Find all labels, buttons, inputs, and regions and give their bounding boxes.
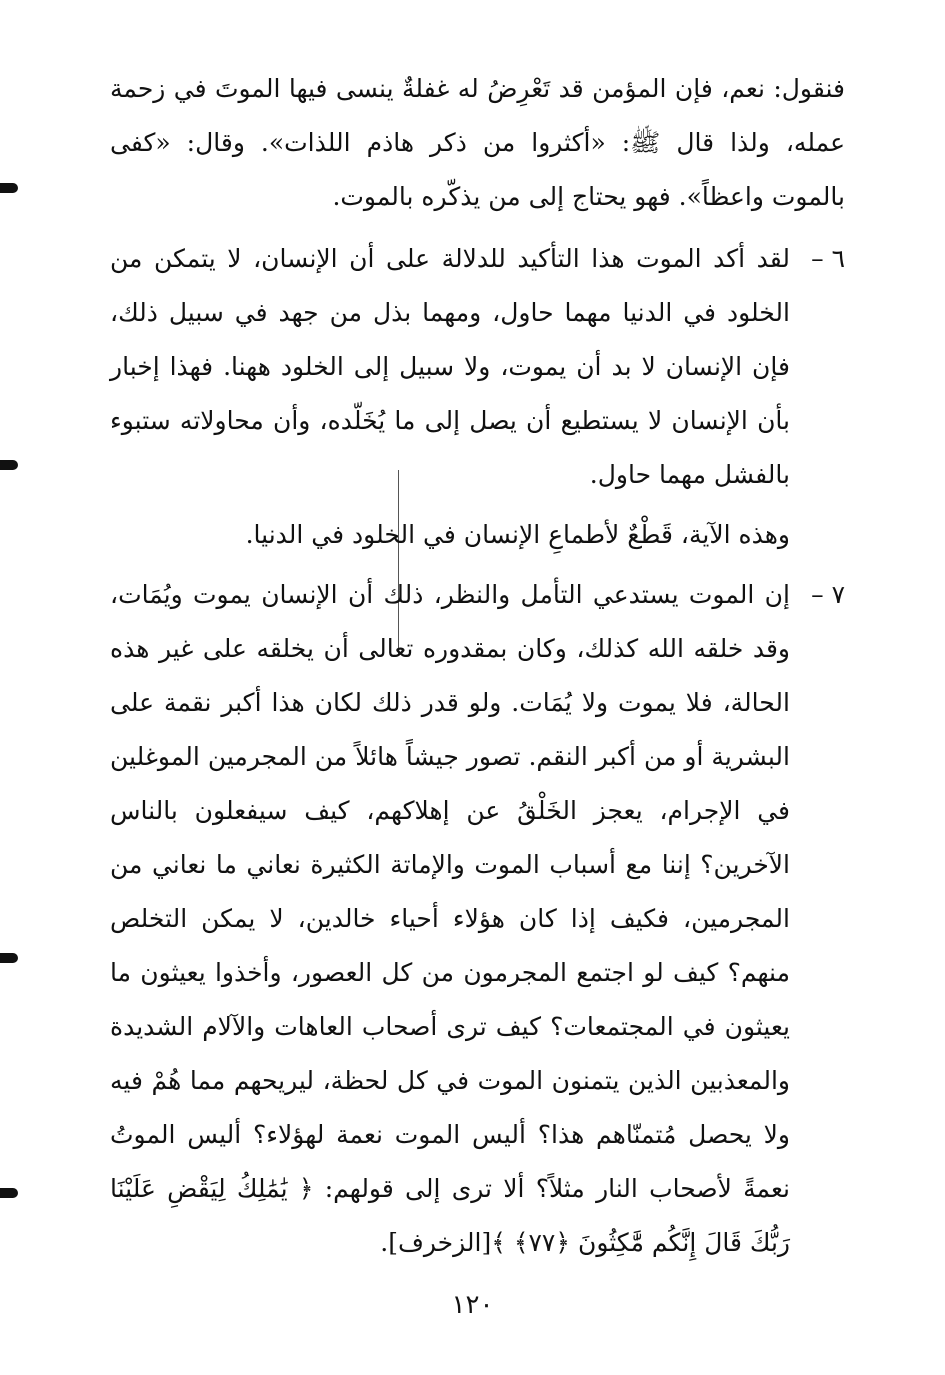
numbered-item-7: [110, 568, 845, 1270]
item-number: ٦ –: [811, 244, 845, 273]
item-number: ٧ –: [811, 580, 845, 609]
verse-citation: [الزخرف].: [380, 1228, 492, 1257]
scan-edge-mark: [0, 953, 18, 963]
scan-edge-mark: [0, 183, 18, 193]
intro-paragraph: فنقول: نعم، فإن المؤمن قد تَعْرِضُ له غفلةٌ ينسى فيها الموتَ في زحمة عمله، ولذا قال ﷺ: «أكثروا من ذكر هاذم اللذات». وقال: «كفى بالموت واعظاً». فهو يحتاج إلى من يذكّره بالموت.: [110, 74, 845, 211]
item-text: لقد أكد الموت هذا التأكيد للدلالة على أن الإنسان، لا يتمكن من الخلود في الدنيا مهما حاول، ومهما بذل من جهد في سبيل ذلك، فإن الإنسان لا بد أن يموت، ولا سبيل إلى الخلود ههنا. فهذا إخبار بأن الإنسان لا يستطيع أن يصل إلى ما يُخَلّده، وأن محاولاته ستبوء بالفشل مهما حاول.: [110, 244, 790, 489]
page-body: [110, 62, 845, 1270]
page-number: ١٢٠: [451, 1290, 494, 1320]
item-6-note: وهذه الآية، قَطْعٌ لأطماعِ الإنسان في الخلود في الدنيا.: [245, 520, 790, 549]
scan-edge-mark: [0, 460, 18, 470]
numbered-item-6: [110, 232, 845, 502]
scan-edge-mark: [0, 1188, 18, 1198]
quran-verse: ﴿ يَٰمَٰلِكُ لِيَقْضِ عَلَيْنَا رَبُّكَ قَالَ إِنَّكُم مَّٰكِثُونَ ﴿٧٧﴾ ﴾: [110, 1174, 790, 1257]
item-text: إن الموت يستدعي التأمل والنظر، ذلك أن الإنسان يموت ويُمَات، وقد خلقه الله كذلك، وكان بمقدوره تعالى أن يخلقه على غير هذه الحالة، فلا يموت ولا يُمَات. ولو قدر ذلك لكان هذا أكبر نقمة على البشرية أو من أكبر النقم. تصور جيشاً هائلاً من المجرمين الموغلين في الإجرام، يعجز الخَلْقُ عن إهلاكهم، كيف سيفعلون بالناس الآخرين؟ إننا مع أسباب الموت والإماتة الكثيرة نعاني ما نعاني من المجرمين، فكيف إذا كان هؤلاء أحياء خالدين، لا يمكن التخلص منهم؟ كيف لو اجتمع المجرمون من كل العصور، وأخذوا يعيثون ما يعيثون في المجتمعات؟ كيف ترى أصحاب العاهات والآلام الشديدة والمعذبين الذين يتمنون الموت في كل لحظة، ليريحهم مما هُمْ فيه ولا يحصل مُتمنّاهم هذا؟ أليس الموت نعمة لهؤلاء؟ أليس الموتُ نعمةً لأصحاب النار مثلاً؟ ألا ترى إلى قولهم:: [110, 580, 790, 1203]
